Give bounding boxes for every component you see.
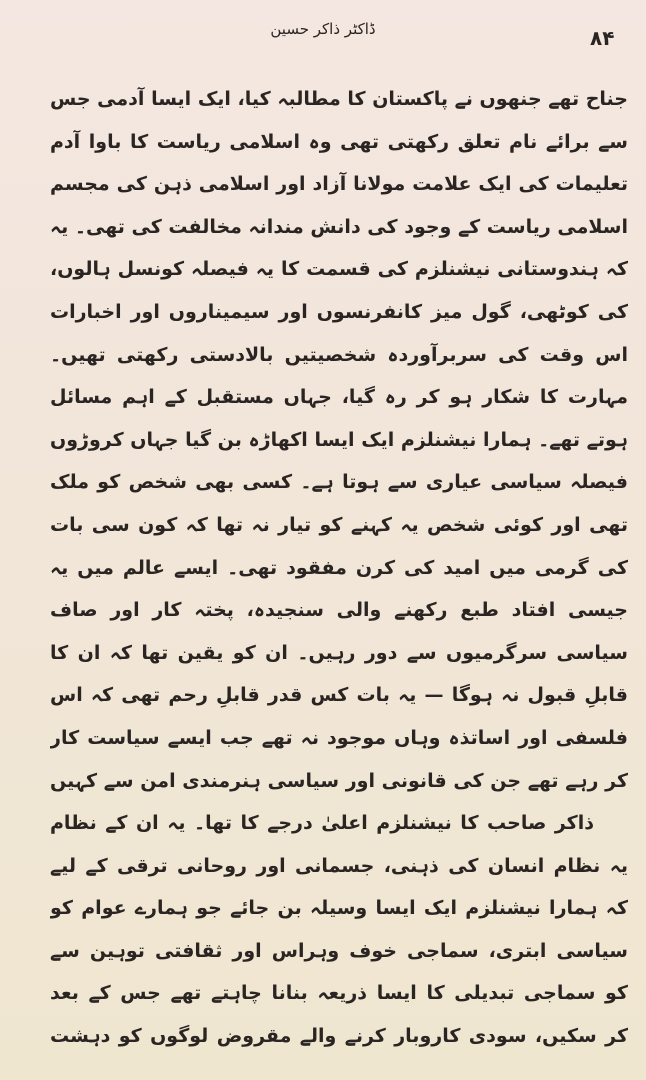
text-line: کہ ہندوستانی نیشنلزم کی قسمت کا یہ فیصلہ کونسل ہالوں، [50,258,628,281]
text-line: کی گرمی میں امید کی کرن مفقود تھی۔ ایسے عالم میں یہ [50,556,628,579]
text-line: اس وقت کی سربرآوردہ شخصیتیں بالادستی رکھتی تھیں۔ [50,343,628,366]
text-line: یہ نظام انسان کی ذہنی، جسمانی اور روحانی ترقی کے لیے [50,854,628,877]
text-line: تعلیمات کی ایک علامت مولانا آزاد اور اسلامی ذہن کی مجسم [50,173,628,196]
text-line: تھی اور کوئی شخص یہ کہنے کو تیار نہ تھا کہ کون سی بات [50,513,628,536]
text-line: ہوتے تھے۔ ہمارا نیشنلزم ایک ایسا اکھاڑہ بن گیا جہاں کروڑوں [50,428,628,451]
text-line: اسلامی ریاست کے وجود کی دانش مندانہ مخالفت کی تھی۔ یہ [50,215,628,238]
text-line: سے برائے نام تعلق رکھتی تھی وہ اسلامی ریاست کا باوا آدم [50,130,628,153]
text-line: فیصلہ سیاسی عیاری سے ہوتا ہے۔ کسی بھی شخص کو ملک [50,471,628,494]
text-line: سیاسی ابتری، سماجی خوف وہراس اور ثقافتی توہین سے [50,939,628,962]
text-line: کہ ہمارا نیشنلزم ایک ایسا وسیلہ بن جائے جو ہمارے عوام کو [50,897,628,920]
text-line: جناح تھے جنھوں نے پاکستان کا مطالبہ کیا، ایک ایسا آدمی جس [50,88,628,110]
text-line: مہارت کا شکار ہو کر رہ گیا، جہاں مستقبل کے اہم مسائل [50,386,628,409]
page-number: ۸۴ [590,26,615,50]
text-line: جیسی افتاد طبع رکھنے والی سنجیدہ، پختہ کار اور صاف [50,599,628,622]
text-line: سیاسی سرگرمیوں سے دور رہیں۔ ان کو یقین تھا کہ ان کا [50,641,628,664]
text-line: فلسفی اور اساتذہ وہاں موجود نہ تھے جب ایسے سیاست کار [50,726,628,749]
text-line: کر رہے تھے جن کی قانونی اور سیاسی ہنرمندی امن سے کہیں [50,769,628,792]
text-line: کر سکیں، سودی کاروبار کرنے والے مقروض لوگوں کو دہشت [50,1025,628,1048]
text-line: قابلِ قبول نہ ہوگا — یہ بات کس قدر قابلِ رحم تھی کہ اس [50,684,628,707]
body-text [50,78,628,1058]
running-title: ڈاکٹر ذاکر حسین [270,20,376,38]
text-line: کو سماجی تبدیلی کا ایسا ذریعہ بنانا چاہتے تھے جس کے بعد [50,982,628,1005]
paragraph-start-line: ذاکر صاحب کا نیشنلزم اعلیٰ درجے کا تھا۔ یہ ان کے نظام [50,812,594,835]
text-line: کی کوٹھی، گول میز کانفرنسوں اور سیمیناروں اور اخبارات [50,300,628,323]
